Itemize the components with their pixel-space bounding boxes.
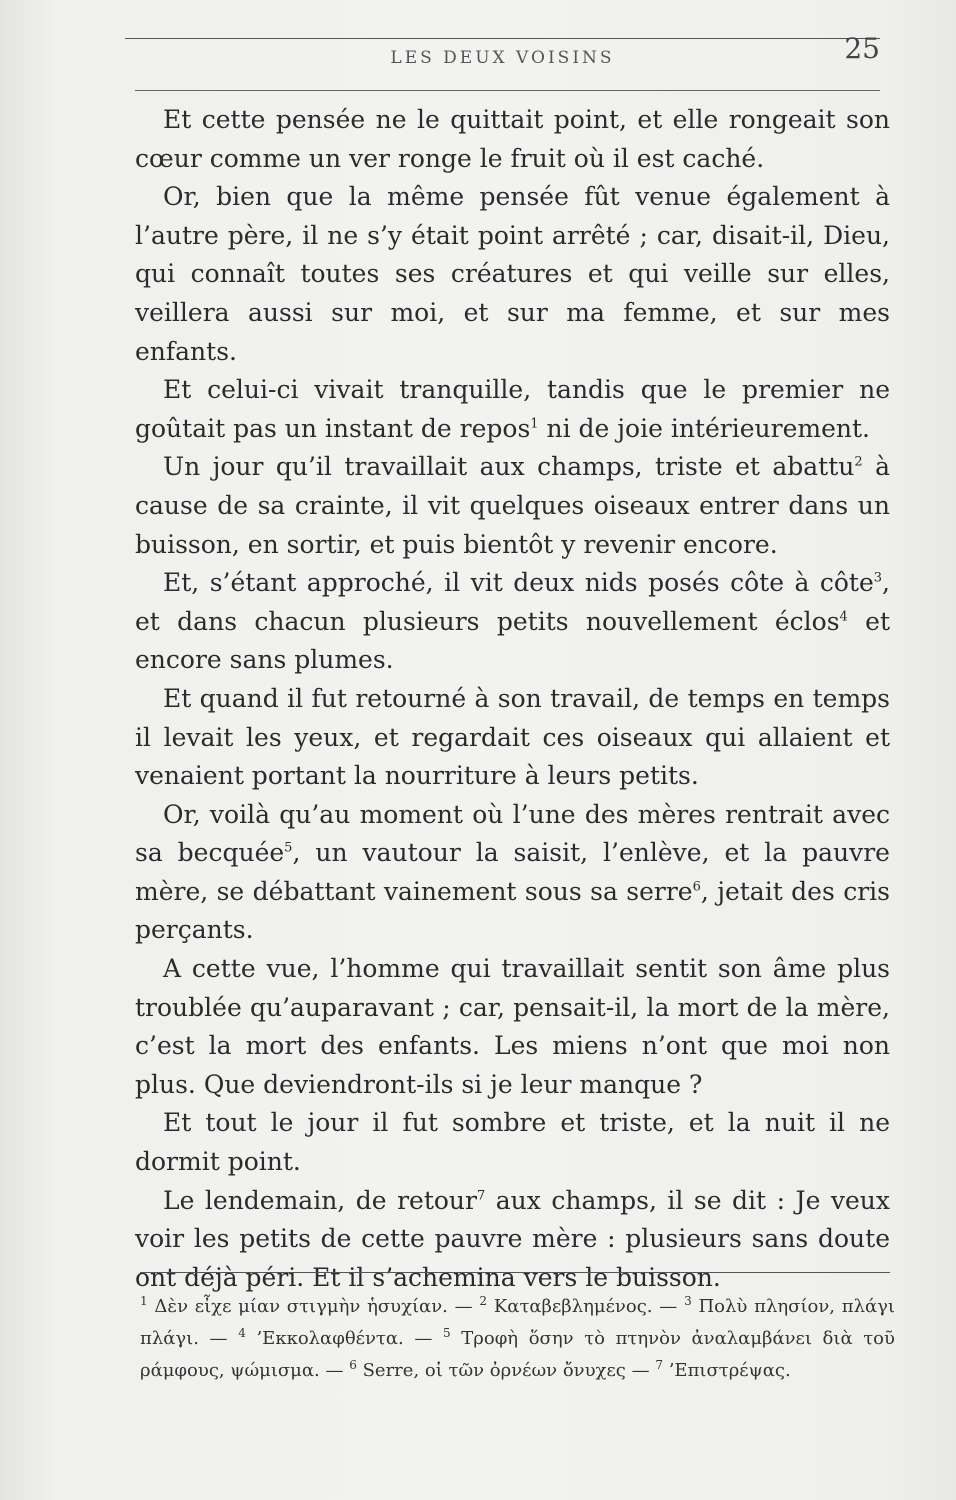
footnote-divider: [140, 1272, 890, 1273]
footnote-ref: 3: [873, 570, 883, 586]
footnote: $^4$ ’Εκκολαφθέντα. —: [238, 1326, 433, 1349]
footnote: $^6$ Serre, οἱ τῶν ὀρνέων ὄνυχες —: [349, 1358, 650, 1381]
paragraph: Et cette pensée ne le quittait point, et elle rongeait son cœur comme un ver ronge le fruit où il est caché.: [135, 105, 890, 173]
footnote-ref: 2: [854, 455, 863, 471]
footnote-ref: 7: [476, 1188, 486, 1204]
footnote: $^1$ Δὲν εἶχε μίαν στιγμὴν ἡσυχίαν. —: [140, 1294, 473, 1317]
footnote: $^3$ Πολὺ πλησίον, πλάγι πλάγι. —: [140, 1294, 895, 1349]
footnotes: [140, 1291, 895, 1387]
footnote-ref: 4: [839, 609, 848, 625]
running-title: LES DEUX VOISINS: [390, 48, 615, 68]
paragraph: Un jour qu’il travaillait aux champs, triste et abattu$^2$ à cause de sa crainte, il vit quelques oiseaux entrer dans un buisson, en sortir, et puis bientôt y revenir encore.: [135, 452, 890, 559]
body-text: [135, 101, 890, 1297]
page-number: 25: [844, 32, 880, 65]
paragraph: Et quand il fut retourné à son travail, de temps en temps il levait les yeux, et regardait ces oiseaux qui allaient et venaient portant la nourriture à leurs petits.: [135, 683, 890, 791]
footnote: $^5$ Τροφὴ ὅσην τὸ πτηνὸν ἀναλαμβάνει διὰ τοῦ ράμφους, ψώμισμα. —: [140, 1326, 895, 1381]
footnote: $^7$ ’Επιστρέψας.: [655, 1358, 791, 1381]
footnote: $^2$ Καταβεβλημένος. —: [479, 1294, 678, 1317]
paragraph: Or, bien que la même pensée fût venue également à l’autre père, il ne s’y était point arrêté ; car, disait-il, Dieu, qui connaît toutes ses créatures et qui veille sur elles, veillera aussi sur moi, et sur ma femme, et sur mes enfants.: [135, 182, 890, 366]
paragraph: Et tout le jour il fut sombre et triste, et la nuit il ne dormit point.: [135, 1108, 890, 1177]
footnote-ref: 5: [284, 840, 293, 856]
paragraph: Et, s’étant approché, il vit deux nids posés côte à côte$^3$, et dans chacun plusieurs petits nouvellement éclos$^4$ et encore sans plumes.: [135, 568, 890, 675]
page-header: [125, 32, 880, 92]
header-top-rule: [125, 38, 880, 39]
paragraph: Le lendemain, de retour$^7$ aux champs, il se dit : Je veux voir les petits de cette pauvre mère : plusieurs sans doute ont déjà péri. Et il s’achemina vers le buisson.: [135, 1185, 890, 1292]
header-bottom-rule: [135, 90, 880, 91]
paragraph: Et celui-ci vivait tranquille, tandis que le premier ne goûtait pas un instant de repos$^1$ ni de joie intérieurement.: [135, 375, 890, 443]
footnote-ref: 6: [692, 879, 701, 895]
footnote-ref: 1: [530, 416, 539, 432]
paragraph: A cette vue, l’homme qui travaillait sentit son âme plus troublée qu’auparavant ; car, pensait-il, la mort de la mère, c’est la mort des enfants. Les miens n’ont que moi non plus. Que deviendront-ils si je leur manque ?: [135, 954, 890, 1099]
paragraph: Or, voilà qu’au moment où l’une des mères rentrait avec sa becquée$^5$, un vautour la saisit, l’enlève, et la pauvre mère, se débattant vainement sous sa serre$^6$, jetait des cris perçants.: [135, 799, 890, 945]
